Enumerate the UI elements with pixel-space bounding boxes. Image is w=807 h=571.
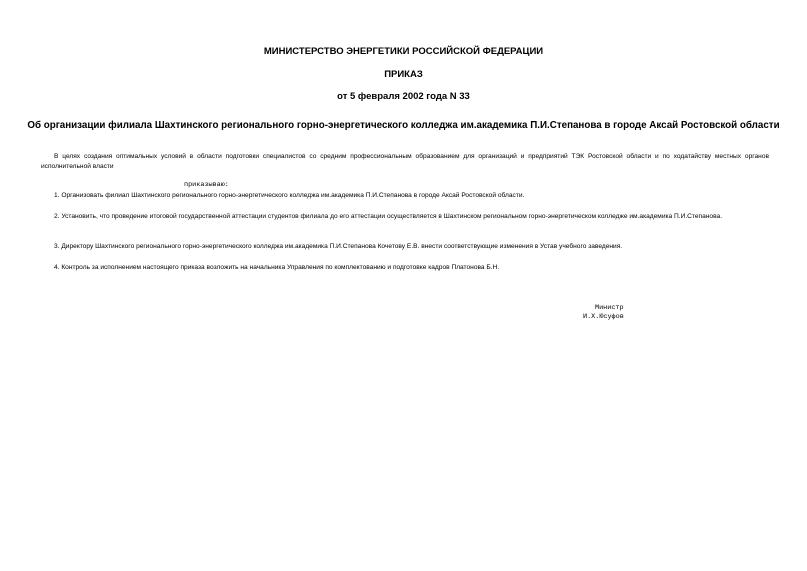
order-item-2: 2. Установить, что проведение итоговой государственной аттестации студентов филиала до его аттестации осуществляется в Шахтинском региональном горно-энергетическом колледже им.академика П.И.Степанова. [54,213,723,220]
order-item-4: 4. Контроль за исполнением настоящего приказа возложить на начальника Управления по комплектованию и подготовке кадров Платонова Б.Н. [54,264,500,271]
orders-word: приказываю: [184,181,229,189]
document-date-number: от 5 февраля 2002 года N 33 [337,91,470,102]
order-item-1: 1. Организовать филиал Шахтинского регионального горно-энергетического колледжа им.академика П.И.Степанова в городе Аксай Ростовской области. [54,192,525,199]
preamble-paragraph: В целях создания оптимальных условий в области подготовки специалистов со средним профессиональным образованием для организаций и предприятий ТЭК Ростовской области и по ходатайству местных органов исполнительной власти [41,153,769,170]
document-title: Об организации филиала Шахтинского регионального горно-энергетического колледжа им.академика П.И.Степанова в городе Аксай Ростовской области [27,120,780,131]
document-type: ПРИКАЗ [384,69,423,80]
signature-name: И.Х.Юсуфов [583,313,624,321]
signature-position: Министр [595,304,624,312]
ministry-name: МИНИСТЕРСТВО ЭНЕРГЕТИКИ РОССИЙСКОЙ ФЕДЕРАЦИИ [263,46,544,57]
order-item-3: 3. Директору Шахтинского регионального горно-энергетического колледжа им.академика П.И.Степанова Кочетову Е.В. внести соответствующие изменения в Устав учебного заведения. [54,243,623,250]
